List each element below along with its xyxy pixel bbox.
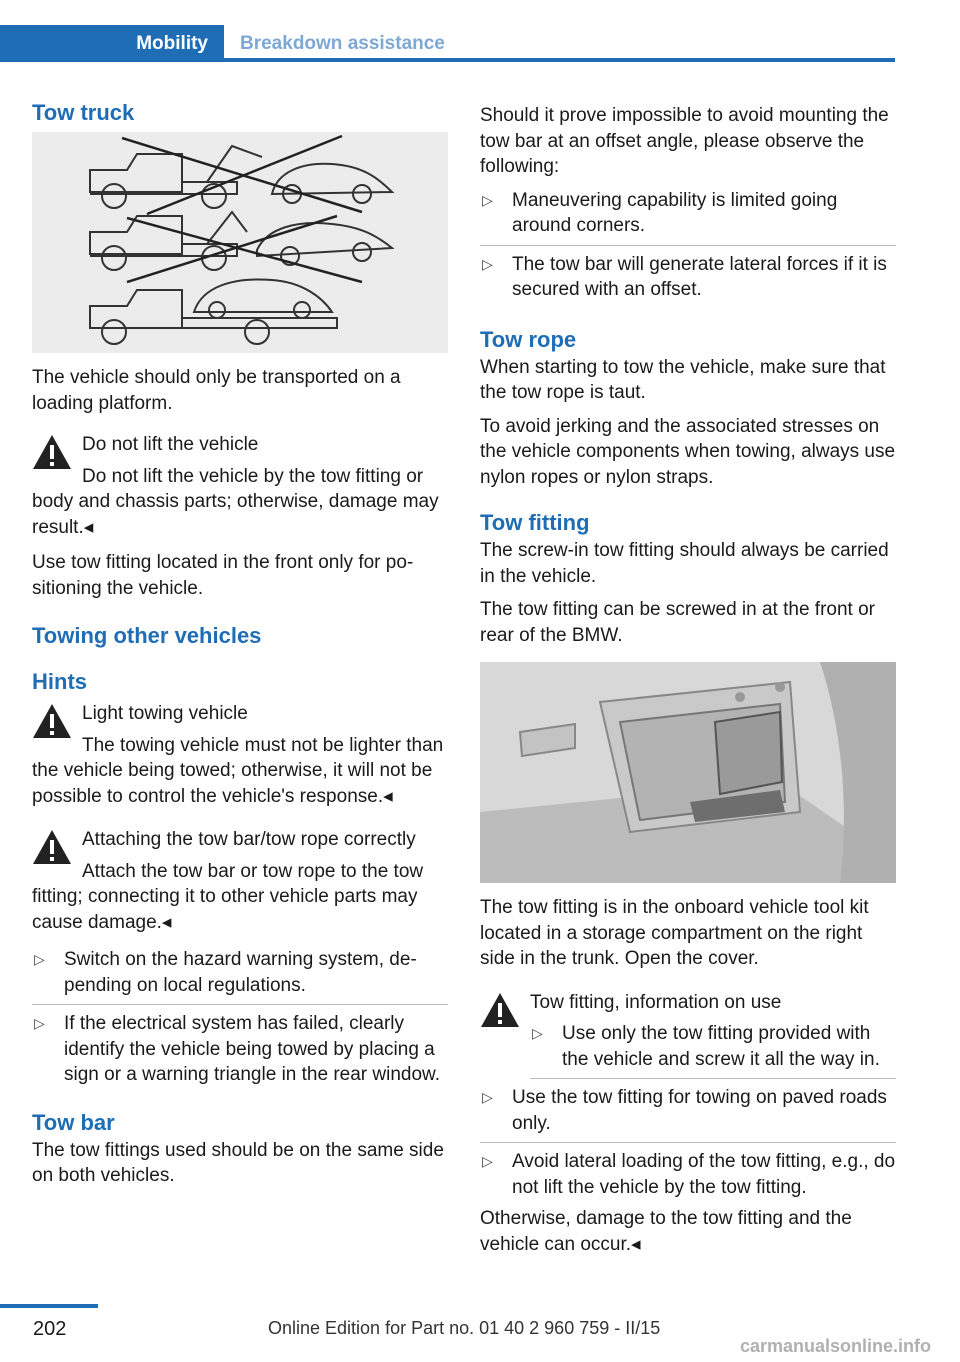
front-fitting-text: Use tow fitting located in the front only for positioning the vehicle. bbox=[32, 552, 414, 599]
list-arrow-icon: ▷ bbox=[482, 191, 493, 208]
heading-hints: Hints bbox=[32, 669, 87, 694]
list-arrow-icon: ▷ bbox=[482, 255, 493, 272]
list-item: ▷ Use the tow fitting for towing on paved roads only. bbox=[480, 1085, 896, 1143]
towing-hints-list bbox=[32, 947, 448, 1094]
warning-triangle-icon bbox=[32, 829, 72, 865]
warning-triangle-icon bbox=[32, 703, 72, 739]
warning-triangle-icon bbox=[480, 992, 520, 1028]
heading-tow-bar: Tow bar bbox=[32, 1109, 115, 1135]
page-header bbox=[0, 0, 960, 62]
warning-title: Do not lift the vehicle bbox=[82, 434, 259, 455]
tow-fitting-text-1: The screw-in tow fitting should always be carried in the vehicle. bbox=[480, 540, 889, 587]
tool-kit-text: The tow fitting is in the onboard vehicle tool kit located in a storage compartment on the right side in the trunk. Open the cover. bbox=[480, 897, 869, 969]
warning-tow-fitting-use bbox=[480, 990, 896, 1080]
warning-attaching-tow-bar bbox=[32, 827, 448, 935]
tow-truck-text: The vehicle should only be transported on a loading platform. bbox=[32, 367, 401, 414]
watermark: carmanualsonline.info bbox=[740, 1336, 932, 1356]
tow-fitting-list bbox=[480, 1085, 896, 1206]
tow-fitting-text-2: The tow fitting can be screwed in at the front or rear of the BMW. bbox=[480, 599, 875, 646]
edition-text: Online Edition for Part no. 01 40 2 960 759 - II/15 bbox=[268, 1318, 661, 1338]
right-column bbox=[480, 103, 896, 1257]
heading-tow-rope: Tow rope bbox=[480, 326, 577, 352]
list-item: ▷ The tow bar will generate lateral forces if it is secured with an offset. bbox=[482, 253, 887, 300]
warning-light-towing-vehicle bbox=[32, 701, 448, 809]
heading-towing-other-vehicles: Towing other vehicles bbox=[32, 623, 262, 648]
list-arrow-icon: ▷ bbox=[482, 1153, 493, 1169]
section-tab-mobility: Mobility bbox=[0, 25, 224, 62]
heading-tow-truck: Tow truck bbox=[32, 100, 135, 125]
warning-triangle-icon bbox=[32, 434, 72, 470]
tow-bar-text: The tow fittings used should be on the same side on both vehicles. bbox=[32, 1139, 444, 1186]
warning-title: Tow fitting, information on use bbox=[530, 991, 782, 1013]
warning-do-not-lift bbox=[32, 432, 448, 540]
warning-body: Attach the tow bar or tow rope to the tow fitting; connecting it to other vehicle parts may cause damage.◂ bbox=[32, 860, 424, 933]
warning-body: The towing vehicle must not be lighter than the vehicle being towed; otherwise, it will not be possible to control the vehicle's response.◂ bbox=[32, 734, 444, 807]
header-rule bbox=[0, 58, 895, 62]
list-arrow-icon: ▷ bbox=[532, 1025, 543, 1041]
list-arrow-icon: ▷ bbox=[34, 1015, 45, 1031]
tow-rope-text-1: When starting to tow the vehicle, make sure that the tow rope is taut. bbox=[480, 356, 886, 403]
list-item: ▷ Maneuvering capability is limited going around corners. bbox=[480, 188, 896, 246]
left-column bbox=[32, 98, 448, 1189]
list-item: ▷ Avoid lateral loading of the tow fitting, e.g., do not lift the vehicle by the tow fitting. bbox=[482, 1151, 896, 1198]
heading-tow-fitting: Tow fitting bbox=[480, 510, 590, 535]
warning-list bbox=[480, 1021, 896, 1079]
section-tab-breakdown-assistance: Breakdown assistance bbox=[240, 33, 445, 54]
footer-rule bbox=[0, 1304, 98, 1308]
tow-rope-text-2: To avoid jerking and the associated stresses on the vehicle components when towing, always use nylon ropes or nylon straps. bbox=[480, 415, 896, 488]
warning-title: Light towing vehicle bbox=[82, 703, 248, 724]
list-arrow-icon: ▷ bbox=[34, 951, 45, 967]
list-item: ▷ Use only the tow fitting provided with the vehicle and screw it all the way in. bbox=[530, 1021, 896, 1079]
trunk-storage-photo bbox=[480, 662, 896, 883]
offset-list bbox=[480, 188, 896, 309]
offset-intro-text: Should it prove impossible to avoid mounting the tow bar at an offset angle, please observe the following: bbox=[480, 105, 889, 177]
list-arrow-icon: ▷ bbox=[482, 1089, 493, 1105]
warning-body: Do not lift the vehicle by the tow fitting or body and chassis parts; otherwise, damage may result.◂ bbox=[32, 465, 439, 538]
tow-truck-drawing bbox=[32, 132, 448, 353]
closing-text: Otherwise, damage to the tow fitting and the vehicle can occur.◂ bbox=[480, 1208, 852, 1255]
list-item: ▷ Switch on the hazard warning system, depending on local regulations. bbox=[32, 947, 448, 1005]
trunk-compartment-drawing bbox=[480, 662, 896, 883]
warning-title: Attaching the tow bar/tow rope correctly bbox=[82, 829, 416, 850]
page-number: 202 bbox=[33, 1318, 67, 1340]
tow-truck-illustration bbox=[32, 132, 448, 353]
list-item: ▷ If the electrical system has failed, clearly identify the vehicle being towed by placing a sign or a warning triangle in the rear window. bbox=[34, 1013, 440, 1085]
